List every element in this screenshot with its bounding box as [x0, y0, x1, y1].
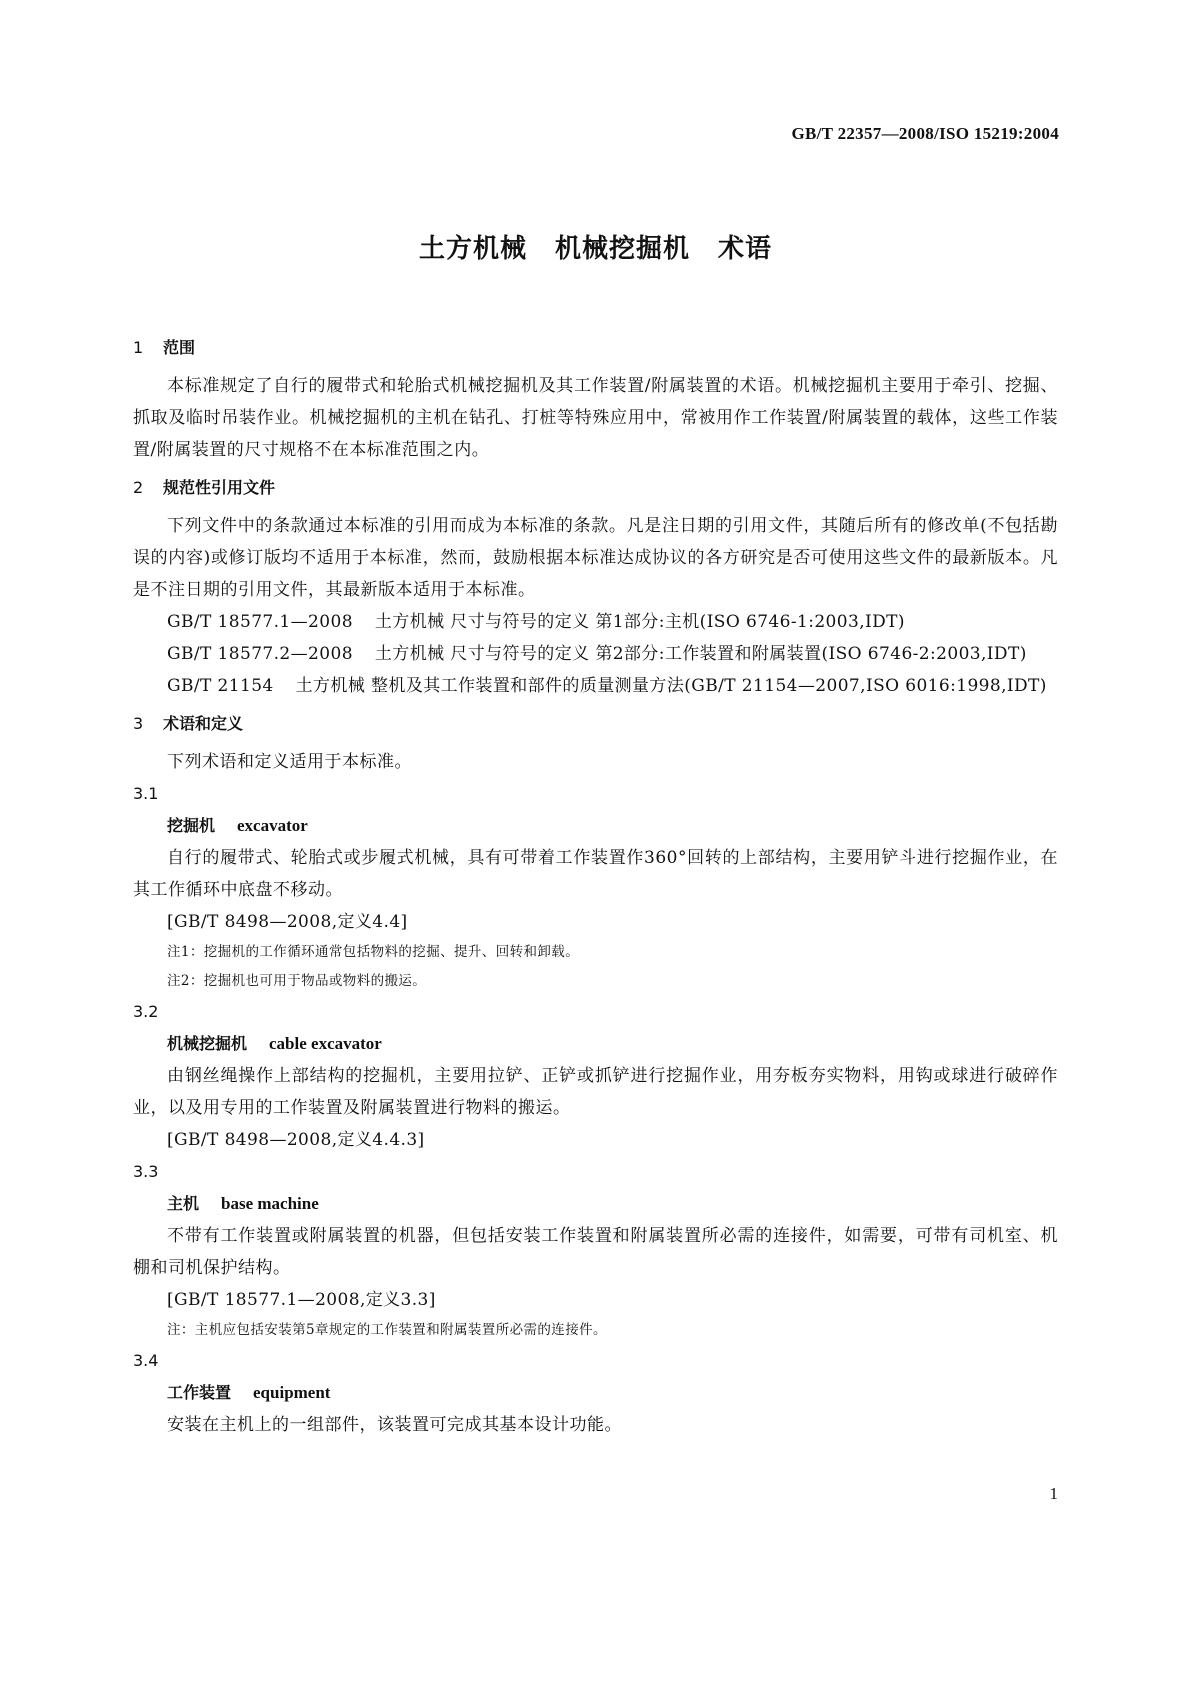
section-heading-normative-references [133, 472, 1058, 504]
page-number: 1 [1049, 1484, 1058, 1503]
section-number: 1 [133, 338, 144, 357]
term-name [133, 810, 1058, 842]
reference-item [133, 606, 1058, 638]
term-english: base machine [221, 1194, 319, 1213]
term-chinese: 主机 [167, 1194, 200, 1213]
section-number: 3 [133, 714, 144, 733]
term-source: [GB/T 8498—2008,定义4.4.3] [167, 1130, 425, 1150]
term-english: excavator [237, 816, 308, 835]
term-definition: 不带有工作装置或附属装置的机器，但包括安装工作装置和附属装置所必需的连接件，如需要，可带有司机室、机棚和司机保护结构。 [133, 1226, 1058, 1278]
section-heading-terms [133, 708, 1058, 740]
document-body [133, 326, 1058, 1441]
term-chinese: 工作装置 [167, 1383, 232, 1402]
term-note: 注1：挖掘机的工作循环通常包括物料的挖掘、提升、回转和卸载。 [167, 944, 580, 960]
reference-title: 土方机械 尺寸与符号的定义 第1部分:主机(ISO 6746-1:2003,IDT) [374, 612, 905, 632]
term-number: 3.4 [133, 1351, 159, 1370]
term-english: equipment [253, 1383, 331, 1402]
term-name [133, 1377, 1058, 1409]
term-source: [GB/T 8498—2008,定义4.4] [167, 912, 408, 932]
term-note: 注：主机应包括安装第5章规定的工作装置和附属装置所必需的连接件。 [167, 1322, 607, 1338]
section-title: 术语和定义 [163, 714, 244, 733]
term-number: 3.2 [133, 1002, 159, 1021]
section-title: 规范性引用文件 [163, 478, 276, 497]
reference-title: 土方机械 整机及其工作装置和部件的质量测量方法(GB/T 21154—2007,ISO 6016:1998,IDT) [295, 676, 1047, 696]
reference-code: GB/T 21154 [167, 676, 274, 696]
term-english: cable excavator [269, 1034, 382, 1053]
term-chinese: 机械挖掘机 [167, 1034, 248, 1053]
standard-code: GB/T 22357—2008/ISO 15219:2004 [791, 124, 1059, 143]
section-heading-scope [133, 332, 1058, 364]
term-name [133, 1028, 1058, 1060]
term-number: 3.3 [133, 1162, 159, 1181]
term-chinese: 挖掘机 [167, 816, 216, 835]
terms-intro: 下列术语和定义适用于本标准。 [167, 752, 412, 772]
scope-paragraph: 本标准规定了自行的履带式和轮胎式机械挖掘机及其工作装置/附属装置的术语。机械挖掘机主要用于牵引、挖掘、抓取及临时吊装作业。机械挖掘机的主机在钻孔、打桩等特殊应用中，常被用作工作装置/附属装置的载体，这些工作装置/附属装置的尺寸规格不在本标准范围之内。 [133, 376, 1058, 460]
term-note: 注2：挖掘机也可用于物品或物料的搬运。 [167, 973, 427, 989]
references-paragraph: 下列文件中的条款通过本标准的引用而成为本标准的条款。凡是注日期的引用文件，其随后所有的修改单(不包括勘误的内容)或修订版均不适用于本标准，然而，鼓励根据本标准达成协议的各方研究是否可使用这些文件的最新版本。凡是不注日期的引用文件，其最新版本适用于本标准。 [133, 516, 1058, 600]
term-source: [GB/T 18577.1—2008,定义3.3] [167, 1290, 436, 1310]
reference-item [133, 638, 1058, 670]
section-title: 范围 [163, 338, 196, 357]
term-definition: 安装在主机上的一组部件，该装置可完成其基本设计功能。 [167, 1415, 622, 1435]
section-number: 2 [133, 478, 144, 497]
term-definition: 自行的履带式、轮胎式或步履式机械，具有可带着工作装置作360°回转的上部结构，主要用铲斗进行挖掘作业，在其工作循环中底盘不移动。 [133, 848, 1058, 900]
reference-item [133, 670, 1058, 702]
term-name [133, 1188, 1058, 1220]
reference-code: GB/T 18577.1—2008 [167, 612, 353, 632]
term-definition: 由钢丝绳操作上部结构的挖掘机，主要用拉铲、正铲或抓铲进行挖掘作业，用夯板夯实物料，用钩或球进行破碎作业，以及用专用的工作装置及附属装置进行物料的搬运。 [133, 1066, 1058, 1118]
reference-code: GB/T 18577.2—2008 [167, 644, 353, 664]
reference-title: 土方机械 尺寸与符号的定义 第2部分:工作装置和附属装置(ISO 6746-2:2003,IDT) [374, 644, 1027, 664]
document-title: 土方机械 机械挖掘机 术语 [418, 234, 773, 264]
term-number: 3.1 [133, 784, 159, 803]
